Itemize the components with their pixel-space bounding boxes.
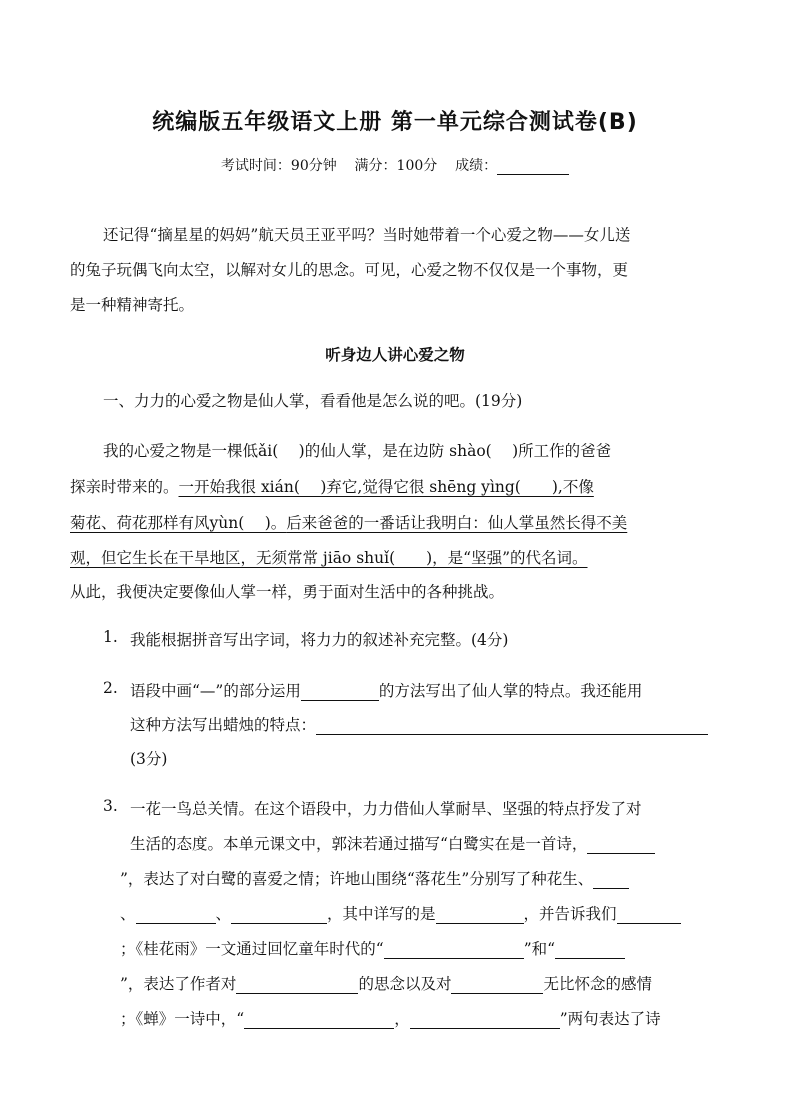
score-blank[interactable] — [497, 158, 569, 175]
question-text: (3分) — [130, 750, 168, 768]
answer-blank[interactable] — [301, 684, 379, 701]
answer-blank[interactable] — [587, 837, 655, 854]
answer-blank[interactable] — [410, 1012, 560, 1029]
part1-heading: 一、力力的心爱之物是仙人掌，看看他是怎么说的吧。(19分) — [103, 392, 523, 410]
answer-blank[interactable] — [436, 907, 524, 924]
passage-line — [70, 511, 627, 533]
question-text: 这种方法写出蜡烛的特点： — [130, 713, 708, 735]
question-text: ”，表达了对白鹭的喜爱之情；许地山围绕“落花生”分别写了种花生、 — [120, 867, 629, 889]
question-number: 2. — [103, 679, 118, 697]
answer-blank[interactable] — [593, 872, 629, 889]
question-text: 语段中画“—”的部分运用 的方法写出了仙人掌的特点。我还能用 — [130, 682, 643, 700]
question-text: ；《蝉》一诗中，“ ， ”两句表达了诗 — [120, 1010, 661, 1028]
answer-blank[interactable] — [231, 907, 327, 924]
intro-line: 的兔子玩偶飞向太空，以解对女儿的思念。可见，心爱之物不仅仅是一个事物，更 — [70, 261, 629, 279]
answer-blank[interactable] — [316, 718, 708, 735]
answer-blank[interactable] — [555, 942, 625, 959]
underlined-passage: 菊花、荷花那样有风yùn( )。 — [70, 514, 287, 532]
passage-line: 我的心爱之物是一棵低ǎi( )的仙人掌，是在边防 shào( )所工作的爸爸 — [103, 442, 612, 460]
answer-blank[interactable] — [244, 1012, 394, 1029]
intro-line: 还记得“摘星星的妈妈”航天员王亚平吗？当时她带着一个心爱之物——女儿送 — [103, 226, 631, 244]
full-score: 满分：100分 — [354, 158, 438, 174]
underlined-passage: 后来爸爸的一番话让我明白：仙人掌虽然长得不美 — [286, 514, 628, 532]
page-title: 统编版五年级语文上册 第一单元综合测试卷(B) — [152, 110, 638, 135]
question-text: 、 、 ，其中详写的是 ，并告诉我们 — [120, 902, 681, 924]
question-text: 一花一鸟总关情。在这个语段中，力力借仙人掌耐旱、坚强的特点抒发了对 — [130, 800, 642, 818]
answer-blank[interactable] — [617, 907, 681, 924]
question-number: 1. — [103, 628, 118, 646]
question-text: 生活的态度。本单元课文中，郭沫若通过描写“白鹭实在是一首诗， — [130, 832, 655, 854]
answer-blank[interactable] — [136, 907, 216, 924]
underlined-passage: 一开始我很 xián( )弃它,觉得它很 shēng yìng( ),不像 — [178, 478, 594, 496]
passage-line: 从此，我便决定要像仙人掌一样，勇于面对生活中的各种挑战。 — [70, 583, 505, 601]
answer-blank[interactable] — [384, 942, 524, 959]
question-text: ；《桂花雨》一文通过回忆童年时代的“ ”和“ — [120, 937, 625, 959]
exam-time: 考试时间：90分钟 — [220, 158, 337, 174]
passage-line — [70, 546, 588, 568]
passage-line: 探亲时带来的。一开始我很 xián( )弃它,觉得它很 shēng yìng( ),不像 — [70, 478, 594, 496]
intro-line: 是一种精神寄托。 — [70, 296, 195, 314]
answer-blank[interactable] — [236, 977, 358, 994]
question-text: ”，表达了作者对 的思念以及对 无比怀念的感情 — [120, 975, 652, 993]
answer-blank[interactable] — [451, 977, 543, 994]
question-number: 3. — [103, 797, 118, 815]
exam-info — [0, 155, 790, 175]
score-label: 成绩： — [455, 158, 498, 174]
section-heading: 听身边人讲心爱之物 — [325, 345, 465, 364]
underlined-passage: 观，但它生长在干旱地区，无须常常 jiāo shuǐ( )，是“坚强”的代名词。 — [70, 549, 588, 567]
question-text: 我能根据拼音写出字词，将力力的叙述补充完整。(4分) — [130, 631, 509, 649]
